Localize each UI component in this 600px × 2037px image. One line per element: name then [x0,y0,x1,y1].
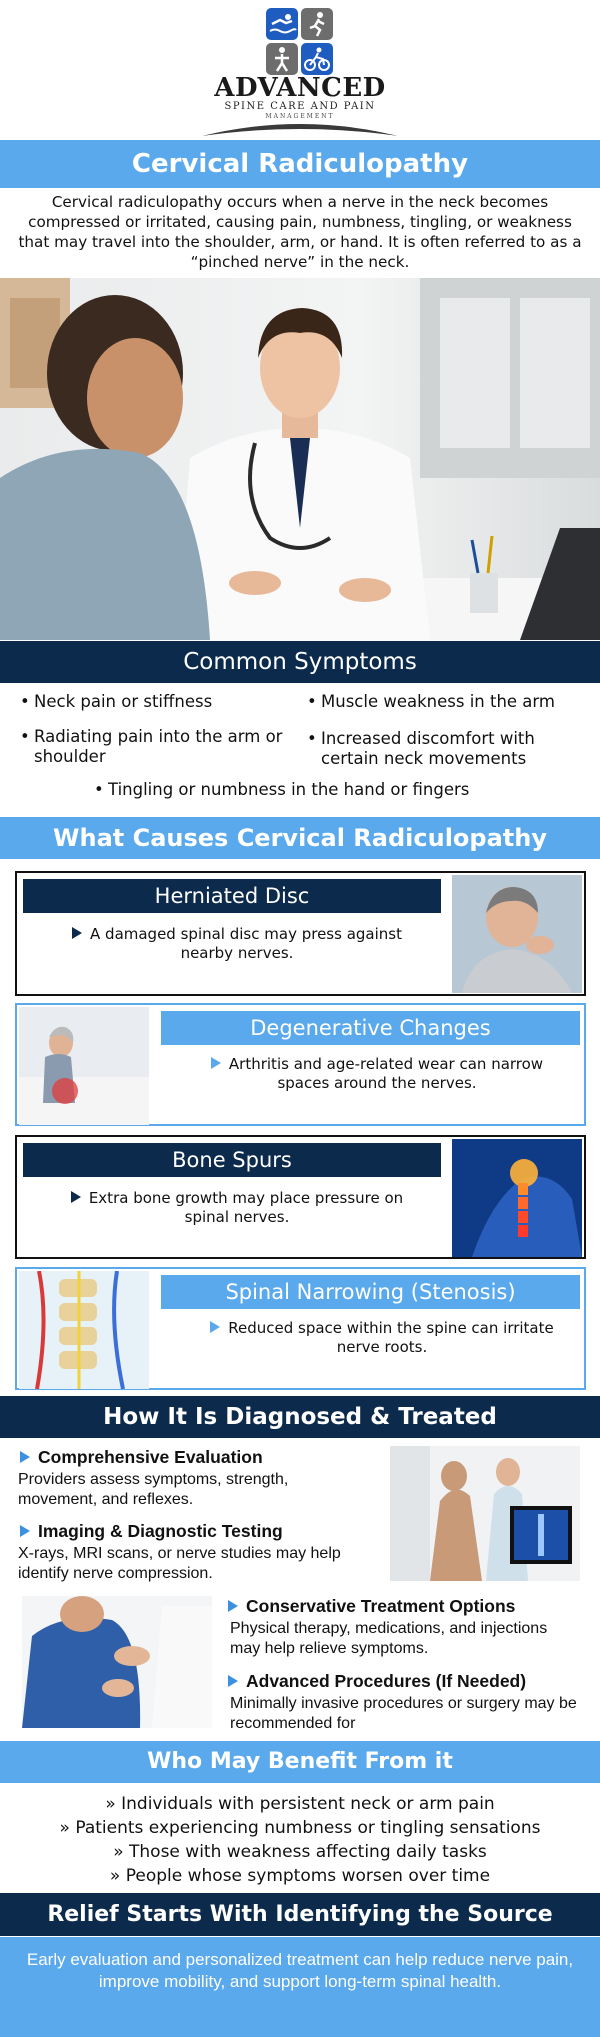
triangle-bullet-icon [228,1675,238,1687]
logo-name: ADVANCED [214,73,386,103]
swimmer-icon [266,8,298,40]
cause-card-title: Degenerative Changes [161,1011,580,1045]
diagnosis-step-title: Imaging & Diagnostic Testing [20,1520,380,1542]
cause-card-title: Bone Spurs [23,1143,441,1177]
cause-card-herniated-disc [15,871,586,996]
symptom-item: • Neck pain or stiffness [20,692,213,711]
closing-text: Early evaluation and personalized treatment can help reduce nerve pain, improve mobility, and support long-term spinal health. [0,1937,600,2037]
logo [0,0,600,140]
symptoms-header [0,641,600,683]
symptom-item: • Tingling or numbness in the hand or fingers [94,780,470,799]
cause-card-text: A damaged spinal disc may press against nearby nerves. [47,925,427,963]
xray-review-photo [390,1446,580,1581]
page-title: Cervical Radiculopathy [131,149,469,179]
diagnosis-step-title: Advanced Procedures (If Needed) [228,1670,588,1692]
doctor-consultation-photo [0,278,600,640]
diagnosis-step-text: Minimally invasive procedures or surgery may be recommended for [230,1695,577,1732]
cause-card-text: Extra bone growth may place pressure on spinal nerves. [47,1189,427,1227]
diagnosis-step-title: Conservative Treatment Options [228,1595,588,1617]
benefit-item: » Patients experiencing numbness or tingling sensations [59,1818,541,1838]
diagnosis-title: How It Is Diagnosed & Treated [103,1404,497,1430]
runner-icon [301,8,333,40]
logo-swoosh [200,116,400,138]
physical-therapy-photo [22,1596,212,1728]
cause-card-text: Reduced space within the spine can irritate nerve roots. [187,1319,577,1357]
intro-text: Cervical radiculopathy occurs when a nerve in the neck becomes compressed or irritated, causing pain, numbness, tingling, or weakness that may travel into the shoulder, arm, or hand. It is often referred to as a “pinched nerve” in the neck. [18,193,582,271]
diagnosis-step-title: Comprehensive Evaluation [20,1446,380,1468]
triangle-bullet-icon [20,1451,30,1463]
cause-card-bone-spurs [15,1135,586,1259]
relief-title: Relief Starts With Identifying the Source [47,1902,553,1927]
neck-pain-man-photo [452,875,582,993]
cause-card-title: Herniated Disc [23,879,441,913]
diagnosis-step-text: Physical therapy, medications, and injections may help relieve symptoms. [230,1620,548,1657]
triangle-bullet-icon [71,1191,81,1203]
benefit-item: » Individuals with persistent neck or arm pain [105,1794,495,1814]
causes-title: What Causes Cervical Radiculopathy [53,824,547,852]
symptom-item: • Increased discomfort with certain neck movements [307,729,535,768]
cause-card-text: Arthritis and age-related wear can narrow spaces around the nerves. [187,1055,567,1093]
back-pain-woman-photo [19,1007,149,1125]
triangle-bullet-icon [211,1057,221,1069]
triangle-bullet-icon [228,1600,238,1612]
symptom-item: • Muscle weakness in the arm [307,692,555,711]
diagnosis-step-text: Providers assess symptoms, strength, movement, and reflexes. [18,1471,289,1508]
symptoms-title: Common Symptoms [183,649,417,675]
benefit-title: Who May Benefit From it [147,1749,453,1774]
logo-tagline: SPINE CARE AND PAIN [224,101,376,112]
diagnosis-step-text: X-rays, MRI scans, or nerve studies may help identify nerve compression. [18,1545,341,1582]
relief-header [0,1893,600,1936]
lifting-person-icon [266,43,298,75]
symptom-item: • Radiating pain into the arm or shoulder [20,727,283,766]
logo-tiles [266,8,334,76]
diagnosis-header [0,1396,600,1438]
cyclist-icon [301,43,333,75]
triangle-bullet-icon [72,927,82,939]
benefit-header [0,1741,600,1783]
benefit-item: » People whose symptoms worsen over time [109,1866,491,1886]
cause-card-spinal-narrowing [15,1267,586,1390]
cause-card-degenerative-changes [15,1003,586,1126]
spine-xray-illustration [452,1139,582,1257]
spinal-nerves-illustration [19,1271,149,1389]
triangle-bullet-icon [20,1525,30,1537]
benefit-item: » Those with weakness affecting daily tasks [113,1842,487,1862]
page-title-band [0,140,600,188]
cause-card-title: Spinal Narrowing (Stenosis) [161,1275,580,1309]
logo-subtag: MANAGEMENT [265,113,335,120]
causes-header [0,817,600,859]
triangle-bullet-icon [210,1321,220,1333]
